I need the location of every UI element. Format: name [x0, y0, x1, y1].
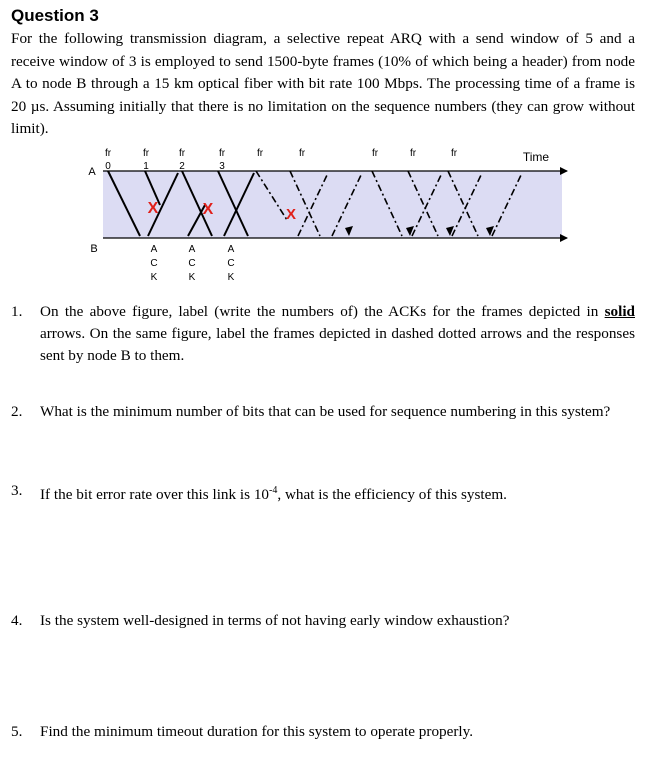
error-x-mark: X: [202, 201, 214, 218]
ack-letter: A: [150, 244, 158, 255]
question-item-5: [11, 721, 635, 743]
frame-label: fr: [298, 148, 306, 159]
item-number: 4.: [11, 612, 23, 629]
item-number: 1.: [11, 303, 23, 320]
time-label: Time: [522, 150, 550, 164]
ack-letter: C: [188, 258, 196, 269]
frame-label: fr: [371, 148, 379, 159]
ack-letter: C: [227, 258, 235, 269]
frame-number: 2: [179, 161, 185, 172]
item-text: What is the minimum number of bits that can be used for sequence numbering in this system?: [40, 403, 611, 420]
question-item-3: [11, 480, 635, 502]
transmission-diagram: [0, 0, 655, 300]
item-number: 2.: [11, 403, 23, 420]
question-title: Question 3: [11, 6, 99, 25]
item-text: Find the minimum timeout duration for this system to operate properly.: [40, 723, 474, 740]
item-text: If the bit error rate over this link is $10^{-4}$, what is the efficiency of this system.: [40, 485, 507, 504]
node-b-label: B: [90, 243, 98, 255]
frame-label: fr: [409, 148, 417, 159]
question-item-4: [11, 610, 635, 632]
error-x-mark: X: [147, 200, 159, 217]
item-number: 3.: [11, 482, 23, 499]
frame-label: fr: [142, 148, 150, 159]
ack-letter: K: [188, 272, 196, 283]
ack-letter: K: [227, 272, 235, 283]
item-text: Is the system well-designed in terms of not having early window exhaustion?: [40, 612, 510, 629]
frame-label: fr: [256, 148, 264, 159]
ack-letter: A: [188, 244, 196, 255]
emphasis-solid: solid: [604, 303, 635, 320]
frame-number: 1: [143, 161, 149, 172]
frame-number: 3: [219, 161, 225, 172]
exponent: -4: [269, 485, 278, 496]
ack-letter: C: [150, 258, 158, 269]
frame-label: fr: [178, 148, 186, 159]
frame-number: 0: [105, 161, 111, 172]
frame-label: fr: [218, 148, 226, 159]
question-intro: For the following transmission diagram, a selective repeat ARQ with a send window of 5 and a receive window of 3 is employed to send 1500-byte frames (10% of which being a header) from node A to node B through a 15 km optical fiber with bit rate 100 Mbps. The processing time of a frame is 20 µs. Assuming initially that there is no limitation on the sequence numbers (they can grow without limit).: [11, 30, 635, 137]
frame-label: fr: [104, 148, 112, 159]
error-x-mark: X: [285, 206, 297, 223]
question-item-1: [11, 301, 635, 367]
ack-letter: K: [150, 272, 158, 283]
ack-letter: A: [227, 244, 235, 255]
question-item-2: [11, 401, 635, 423]
node-a-label: A: [88, 166, 96, 178]
item-number: 5.: [11, 723, 23, 740]
item-text: On the above figure, label (write the numbers of) the ACKs for the frames depicted in solid arrows. On the same figure, label the frames depicted in dashed dotted arrows and the responses sent by node B to them.: [40, 303, 635, 364]
frame-label: fr: [450, 148, 458, 159]
